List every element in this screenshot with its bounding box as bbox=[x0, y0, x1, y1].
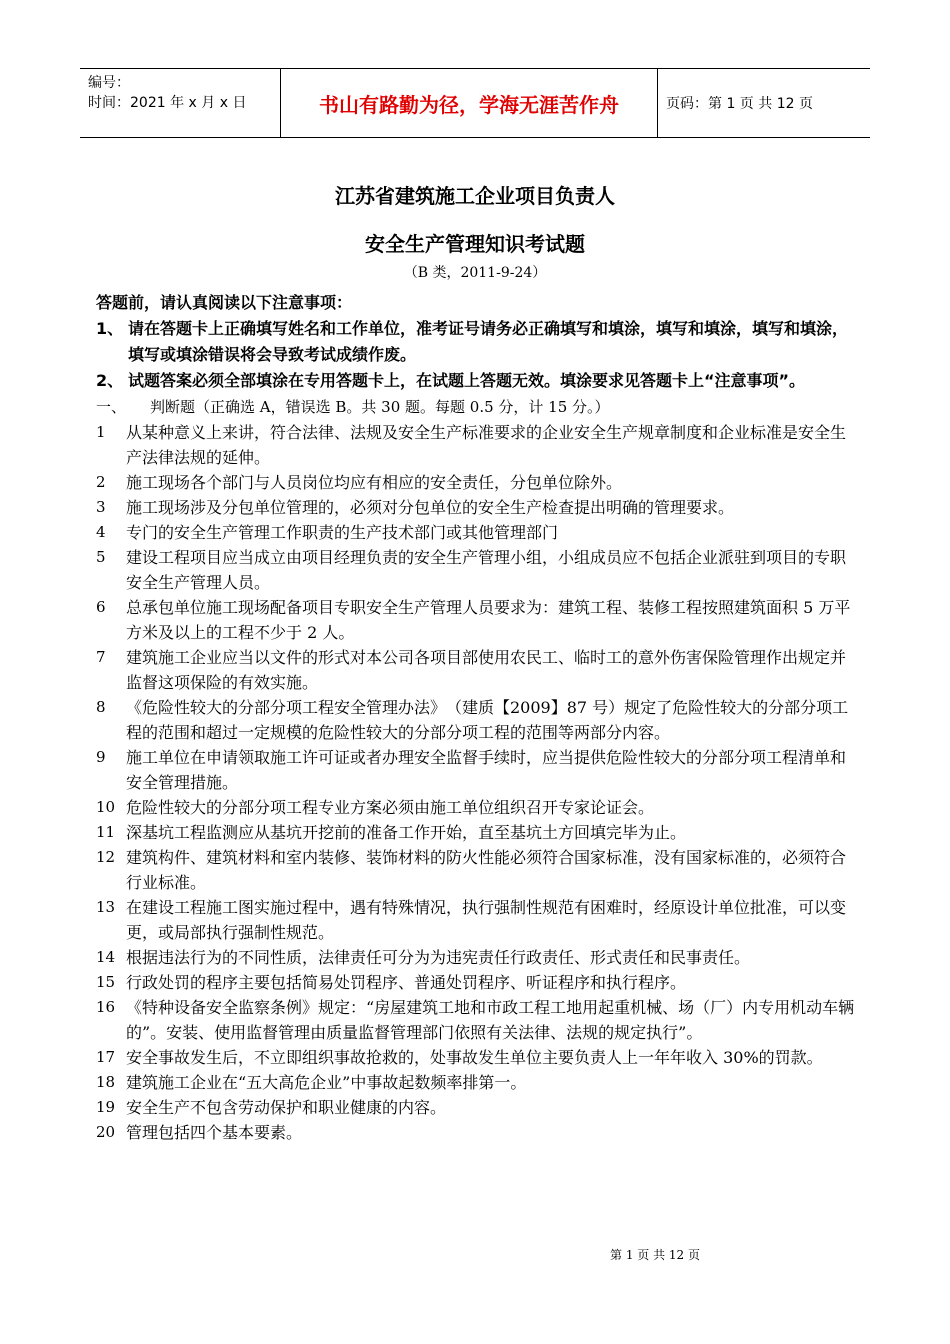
question-text: 《危险性较大的分部分项工程安全管理办法》 （建质【2009】87 号）规定了危险性较大的分部分项工程的范围和超过一定规模的危险性较大的分部分项工程的范围等两部分内容。 bbox=[126, 698, 849, 742]
question-text: 建筑施工企业在“五大高危企业”中事故起数频率排第一。 bbox=[126, 1073, 527, 1092]
question-text: 危险性较大的分部分项工程专业方案必须由施工单位组织召开专家论证会。 bbox=[126, 798, 655, 817]
question-number: 5 bbox=[96, 548, 106, 566]
question-text: 管理包括四个基本要素。 bbox=[126, 1123, 303, 1142]
question-number: 18 bbox=[96, 1073, 116, 1091]
question-number: 10 bbox=[96, 798, 116, 816]
question-text: 《特种设备安全监察条例》规定：“房屋建筑工地和市政工程工地用起重机械、场（厂）内专用机动车辆的”。安装、使用监督管理由质量监督管理部门依照有关法律、法规的规定执行”。 bbox=[126, 998, 855, 1042]
question-item bbox=[96, 895, 860, 945]
question-number: 16 bbox=[96, 998, 116, 1016]
question-text: 建设工程项目应当成立由项目经理负责的安全生产管理小组，小组成员应不包括企业派驻到项目的专职安全生产管理人员。 bbox=[126, 548, 847, 592]
question-item bbox=[96, 795, 860, 820]
question-item bbox=[96, 695, 860, 745]
header-meta bbox=[80, 69, 280, 137]
question-item bbox=[96, 995, 860, 1045]
question-item bbox=[96, 470, 860, 495]
question-item bbox=[96, 595, 860, 645]
question-item bbox=[96, 970, 860, 995]
notice-block bbox=[96, 290, 860, 394]
question-item bbox=[96, 745, 860, 795]
question-list bbox=[96, 420, 860, 1145]
question-number: 13 bbox=[96, 898, 116, 916]
question-text: 建筑施工企业应当以文件的形式对本公司各项目部使用农民工、临时工的意外伤害保险管理作出规定并监督这项保险的有效实施。 bbox=[126, 648, 847, 692]
notice-item-text: 请在答题卡上正确填写姓名和工作单位，准考证号请务必正确填写和填涂，填写和填涂，填写和填涂，填写或填涂错误将会导致考试成绩作废。 bbox=[128, 319, 849, 364]
section-heading bbox=[96, 394, 860, 420]
question-number: 9 bbox=[96, 748, 106, 766]
question-text: 总承包单位施工现场配备项目专职安全生产管理人员要求为：建筑工程、装修工程按照建筑面积 5 万平方米及以上的工程不少于 2 人。 bbox=[126, 598, 851, 642]
question-text: 安全事故发生后，不立即组织事故抢救的，处事故发生单位主要负责人上一年年收入 30%的罚款。 bbox=[126, 1048, 823, 1067]
question-item bbox=[96, 495, 860, 520]
question-number: 4 bbox=[96, 523, 106, 541]
notice-item-text: 试题答案必须全部填涂在专用答题卡上，在试题上答题无效。填涂要求见答题卡上“注意事项”。 bbox=[128, 371, 806, 390]
question-number: 12 bbox=[96, 848, 116, 866]
question-number: 19 bbox=[96, 1098, 116, 1116]
section-text: 判断题（正确选 A，错误选 B。共 30 题。每题 0.5 分，计 15 分。） bbox=[150, 398, 610, 416]
question-item bbox=[96, 545, 860, 595]
question-item bbox=[96, 845, 860, 895]
header-page-info: 页码：第 1 页 共 12 页 bbox=[666, 96, 813, 112]
question-number: 20 bbox=[96, 1123, 116, 1141]
document-title-line2: 安全生产管理知识考试题 bbox=[365, 232, 585, 256]
question-number: 11 bbox=[96, 823, 116, 841]
question-item bbox=[96, 1045, 860, 1070]
notice-item bbox=[96, 316, 860, 368]
question-text: 建筑构件、建筑材料和室内装修、装饰材料的防火性能必须符合国家标准，没有国家标准的，必须符合行业标准。 bbox=[126, 848, 847, 892]
question-number: 3 bbox=[96, 498, 106, 516]
question-number: 1 bbox=[96, 423, 106, 441]
notice-item-number: 1、 bbox=[96, 319, 124, 338]
header-motto: 书山有路勤为径，学海无涯苦作舟 bbox=[280, 69, 658, 137]
document-body bbox=[96, 290, 860, 1145]
question-item bbox=[96, 1095, 860, 1120]
time-label: 时间：2021 年 x 月 x 日 bbox=[88, 95, 247, 111]
question-text: 行政处罚的程序主要包括简易处罚程序、普通处罚程序、听证程序和执行程序。 bbox=[126, 973, 687, 992]
question-item bbox=[96, 420, 860, 470]
question-text: 根据违法行为的不同性质，法律责任可分为为违宪责任行政责任、形式责任和民事责任。 bbox=[126, 948, 751, 967]
question-text: 安全生产不包含劳动保护和职业健康的内容。 bbox=[126, 1098, 447, 1117]
question-item bbox=[96, 645, 860, 695]
question-item bbox=[96, 1070, 860, 1095]
question-text: 施工现场涉及分包单位管理的，必须对分包单位的安全生产检查提出明确的管理要求。 bbox=[126, 498, 735, 517]
question-text: 施工单位在申请领取施工许可证或者办理安全监督手续时，应当提供危险性较大的分部分项工程清单和安全管理措施。 bbox=[126, 748, 847, 792]
code-label: 编号： bbox=[88, 75, 130, 91]
section-number: 一、 bbox=[96, 398, 127, 416]
question-number: 2 bbox=[96, 473, 106, 491]
question-item bbox=[96, 820, 860, 845]
question-text: 从某种意义上来讲，符合法律、法规及安全生产标准要求的企业安全生产规章制度和企业标准是安全生产法律法规的延伸。 bbox=[126, 423, 847, 467]
question-number: 6 bbox=[96, 598, 106, 616]
question-number: 15 bbox=[96, 973, 116, 991]
question-number: 17 bbox=[96, 1048, 116, 1066]
question-number: 7 bbox=[96, 648, 106, 666]
question-text: 施工现场各个部门与人员岗位均应有相应的安全责任，分包单位除外。 bbox=[126, 473, 623, 492]
question-item bbox=[96, 1120, 860, 1145]
document-title: 江苏省建筑施工企业项目负责人 bbox=[335, 184, 615, 208]
question-number: 14 bbox=[96, 948, 116, 966]
page-footer: 第 1 页 共 12 页 bbox=[610, 1248, 700, 1262]
question-number: 8 bbox=[96, 698, 106, 716]
question-text: 在建设工程施工图实施过程中，遇有特殊情况，执行强制性规范有困难时，经原设计单位批准，可以变更，或局部执行强制性规范。 bbox=[126, 898, 847, 942]
question-item bbox=[96, 945, 860, 970]
notice-item-number: 2、 bbox=[96, 371, 124, 390]
question-text: 专门的安全生产管理工作职责的生产技术部门或其他管理部门 bbox=[126, 523, 559, 542]
page-header bbox=[80, 68, 870, 138]
question-text: 深基坑工程监测应从基坑开挖前的准备工作开始，直至基坑土方回填完毕为止。 bbox=[126, 823, 687, 842]
notice-item bbox=[96, 368, 860, 394]
document-subtitle: （B 类，2011-9-24） bbox=[403, 265, 547, 281]
notice-heading: 答题前，请认真阅读以下注意事项： bbox=[96, 293, 353, 312]
question-item bbox=[96, 520, 860, 545]
